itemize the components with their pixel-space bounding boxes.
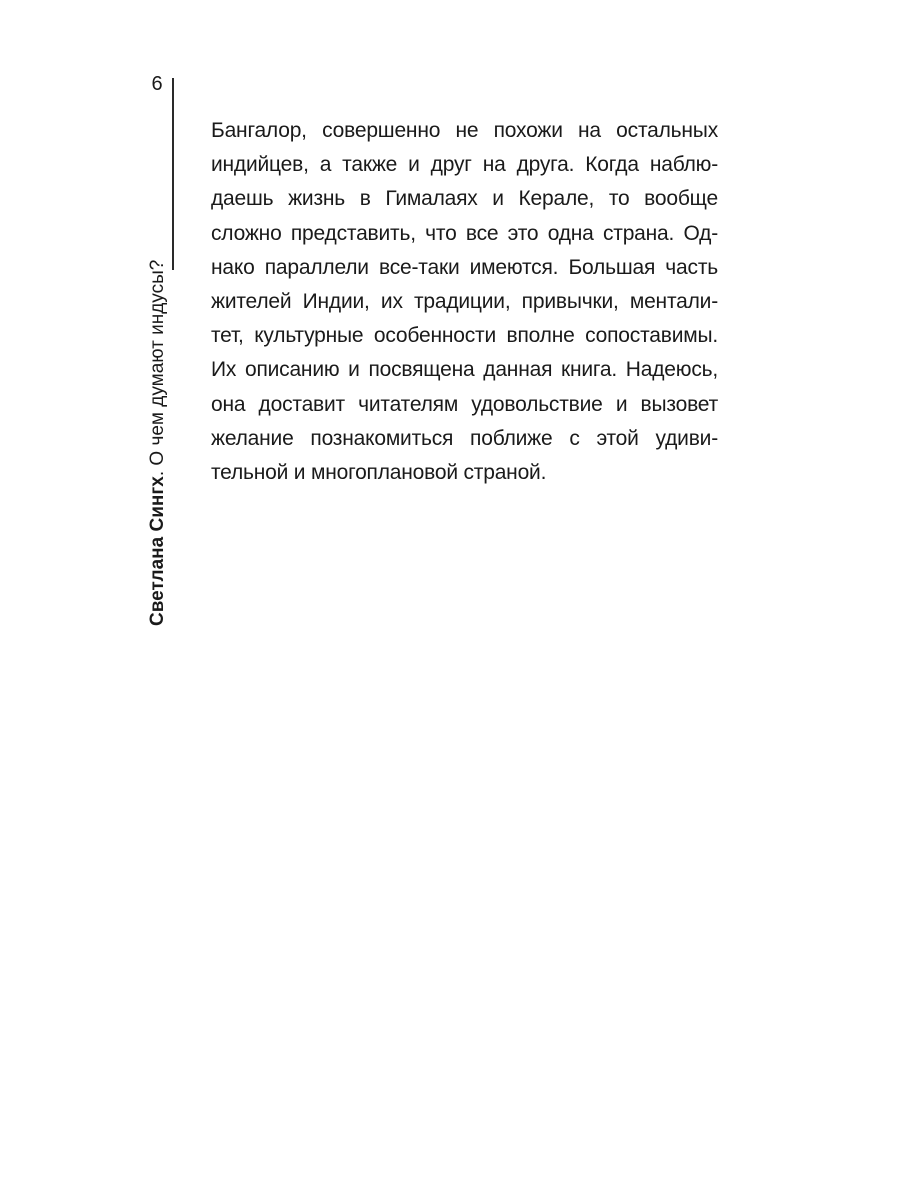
text-line: Их описанию и посвящена данная книга. Надеюсь, — [211, 358, 718, 382]
running-head-title: О чем думают индусы? — [147, 259, 168, 466]
text-line: даешь жизнь в Гималаях и Керале, то вообще — [211, 187, 718, 211]
text-line: тельной и многоплановой страной. — [211, 460, 547, 484]
running-head-author: Светлана Сингх — [147, 476, 168, 626]
text-line: индийцев, а также и друг на друга. Когда наблю- — [211, 153, 718, 177]
text-line: жителей Индии, их традиции, привычки, ментали- — [211, 289, 718, 313]
text-line: сложно представить, что все это одна страна. Од- — [211, 221, 718, 245]
running-head-separator: . — [147, 465, 168, 477]
text-line: желание познакомиться поближе с этой удиви- — [211, 426, 718, 450]
running-head — [144, 206, 172, 626]
header-rule — [172, 78, 174, 270]
page-number: 6 — [151, 73, 163, 95]
text-line: нако параллели все-таки имеются. Большая часть — [211, 255, 718, 279]
body-paragraph — [211, 114, 718, 490]
text-line: тет, культурные особенности вполне сопоставимы. — [211, 324, 718, 348]
text-line: она доставит читателям удовольствие и вызовет — [211, 392, 718, 416]
text-line: Бангалор, совершенно не похожи на остальных — [211, 119, 718, 142]
